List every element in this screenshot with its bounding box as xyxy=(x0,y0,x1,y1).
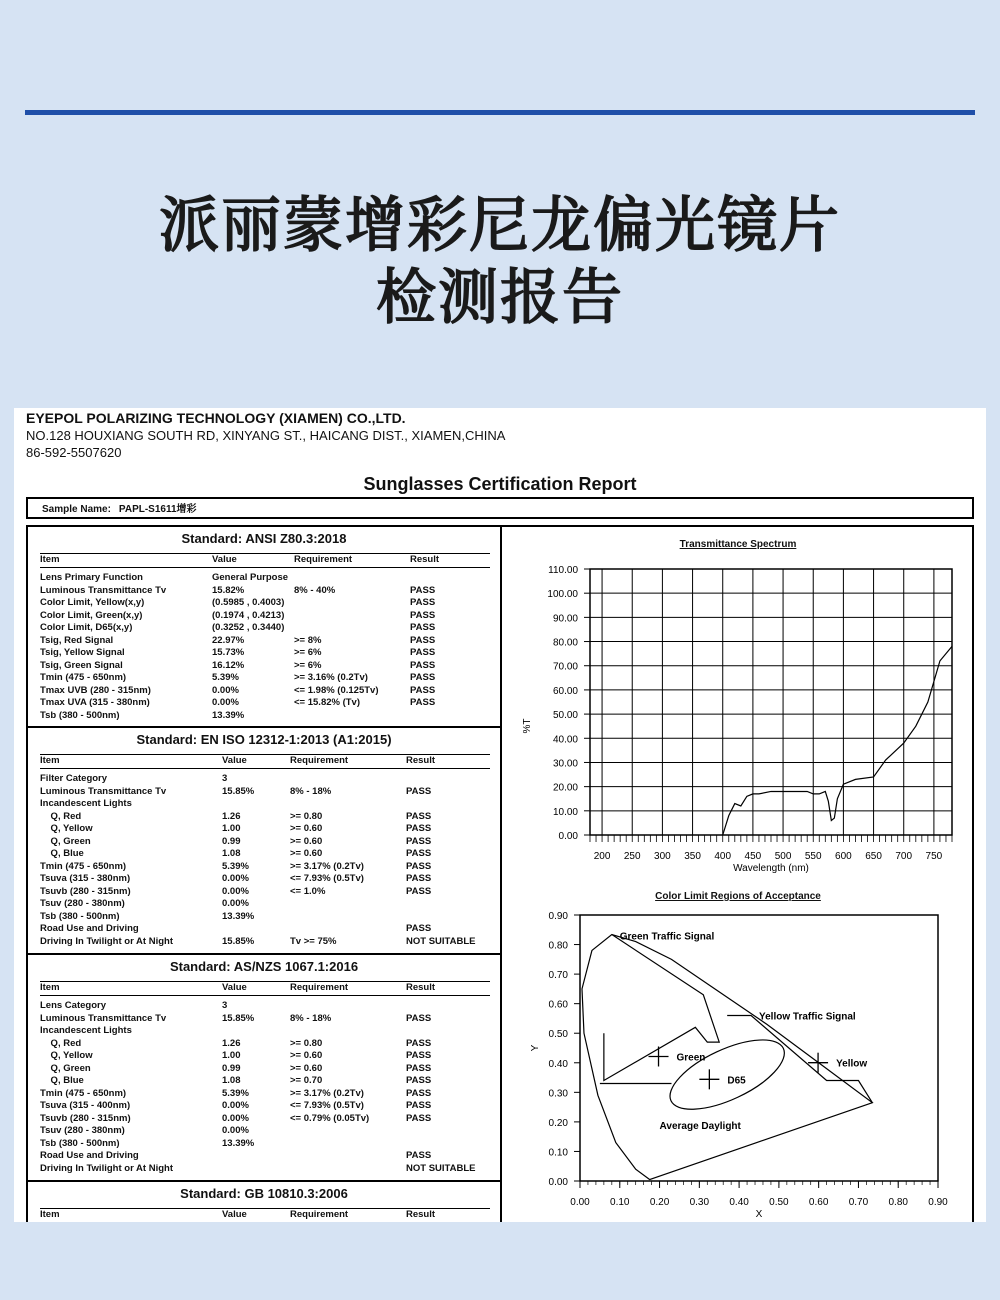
table-cell: >= 3.17% (0.2Tv) xyxy=(290,1087,364,1099)
table-cell: 13.39% xyxy=(212,709,245,721)
report-sheet xyxy=(14,408,986,1222)
spectrum-chart xyxy=(502,549,974,894)
y-tick-label: 0.80 xyxy=(548,940,568,952)
table-cell: PASS xyxy=(406,873,432,884)
x-tick-label: 0.00 xyxy=(570,1197,590,1208)
table-cell: 15.85% xyxy=(222,935,255,947)
table-cell: PASS xyxy=(406,1037,432,1049)
table-row xyxy=(40,1088,490,1101)
table-header xyxy=(40,754,490,769)
x-axis-label: X xyxy=(755,1209,763,1220)
table-row xyxy=(40,823,490,836)
table-row xyxy=(40,647,490,660)
table-row xyxy=(40,1138,490,1151)
standard-section xyxy=(28,527,500,728)
charts-column xyxy=(502,525,974,1222)
table-row xyxy=(40,1038,490,1051)
table-cell: PASS xyxy=(410,597,436,608)
table-row xyxy=(40,1025,490,1038)
table-row xyxy=(40,773,490,786)
table-cell: PASS xyxy=(406,848,432,859)
table-cell: Tsb (380 - 500nm) xyxy=(40,910,120,922)
table-cell: 13.39% xyxy=(222,1137,255,1149)
table-row xyxy=(40,1050,490,1063)
table-cell: Incandescent Lights xyxy=(40,1025,132,1036)
y-tick-label: 0.70 xyxy=(548,970,568,982)
x-tick-label: 500 xyxy=(774,851,792,862)
y-tick-label: 0.50 xyxy=(548,1029,568,1041)
x-tick-label: 300 xyxy=(654,851,671,862)
table-row xyxy=(40,1163,490,1176)
table-cell: >= 0.60 xyxy=(290,823,323,834)
table-cell: 0.00% xyxy=(222,1100,249,1111)
table-cell: 5.39% xyxy=(222,860,249,872)
table-row xyxy=(40,1113,490,1126)
section-title: Standard: GB 10810.3:2006 xyxy=(180,1186,348,1201)
table-cell: 0.99 xyxy=(222,1062,241,1074)
table-cell: Tsig, Yellow Signal xyxy=(40,647,125,658)
column-header: Result xyxy=(406,755,436,766)
column-header: Requirement xyxy=(290,1209,349,1220)
table-cell: >= 0.60 xyxy=(290,1050,323,1061)
y-axis-label: Y xyxy=(530,1044,541,1052)
standard-section xyxy=(28,1182,500,1222)
table-cell: >= 0.80 xyxy=(290,810,323,822)
table-cell: Tsuvb (280 - 315nm) xyxy=(40,885,131,897)
table-cell: Color Limit, Yellow(x,y) xyxy=(40,597,145,608)
table-cell: 0.00% xyxy=(222,885,249,897)
table-cell: Luminous Transmittance Tv xyxy=(40,1012,167,1024)
table-row xyxy=(40,898,490,911)
table-row xyxy=(40,585,490,598)
table-cell: 8% - 40% xyxy=(294,584,336,596)
table-row xyxy=(40,672,490,685)
sample-value: PAPL-S1611增彩 xyxy=(118,504,197,515)
table-cell: 1.08 xyxy=(222,1075,241,1086)
x-tick-label: 0.70 xyxy=(848,1197,869,1208)
table-cell: 22.97% xyxy=(212,634,245,646)
table-row xyxy=(40,911,490,924)
table-cell: Q, Blue xyxy=(40,1075,84,1086)
x-tick-label: 0.20 xyxy=(649,1197,670,1208)
column-header: Value xyxy=(222,982,247,993)
x-tick-label: 0.60 xyxy=(808,1197,829,1208)
table-cell: 3 xyxy=(222,1000,228,1011)
column-header: Result xyxy=(410,554,440,565)
table-cell: <= 1.0% xyxy=(290,885,326,897)
table-row xyxy=(40,697,490,710)
table-cell: 15.85% xyxy=(222,785,255,797)
page-title: 派丽蒙增彩尼龙偏光镜片 xyxy=(159,191,841,261)
x-tick-label: 0.80 xyxy=(888,1197,908,1208)
plot-frame xyxy=(590,569,952,835)
table-cell: PASS xyxy=(406,1075,432,1086)
table-cell: Q, Red xyxy=(40,1037,82,1049)
x-tick-label: 250 xyxy=(623,851,641,862)
table-cell: PASS xyxy=(410,609,436,621)
table-cell: PASS xyxy=(410,672,436,683)
x-tick-label: 0.90 xyxy=(928,1197,948,1208)
standards-column xyxy=(26,525,502,1222)
column-header: Value xyxy=(222,755,247,766)
y-tick-label: 60.00 xyxy=(552,685,578,697)
table-cell: Lens Primary Function xyxy=(40,572,143,583)
table-cell: 0.00% xyxy=(222,898,249,909)
y-tick-label: 30.00 xyxy=(552,758,578,770)
spectrum-chart-title: Transmittance Spectrum xyxy=(679,539,797,550)
table-row xyxy=(40,811,490,824)
column-header: Item xyxy=(40,982,60,993)
y-tick-label: 70.00 xyxy=(552,661,578,673)
x-tick-label: 0.10 xyxy=(610,1197,630,1208)
x-tick-label: 200 xyxy=(593,851,611,862)
standard-section xyxy=(28,955,500,1182)
table-cell: Tsuva (315 - 400nm) xyxy=(40,1100,131,1111)
y-tick-label: 0.90 xyxy=(548,911,568,922)
table-cell: Q, Yellow xyxy=(40,823,93,834)
report-title: Sunglasses Certification Report xyxy=(363,474,637,494)
column-header: Item xyxy=(40,554,60,565)
table-cell: 0.00% xyxy=(222,1125,249,1136)
table-cell: >= 6% xyxy=(294,659,322,671)
table-cell: PASS xyxy=(406,785,432,797)
table-cell: >= 3.17% (0.2Tv) xyxy=(290,860,364,872)
table-row xyxy=(40,873,490,886)
column-header: Requirement xyxy=(290,982,349,993)
table-cell: <= 7.93% (0.5Tv) xyxy=(290,1100,364,1111)
table-row xyxy=(40,635,490,648)
table-cell: NOT SUITABLE xyxy=(406,935,476,947)
table-row xyxy=(40,622,490,635)
table-cell: Q, Green xyxy=(40,1062,91,1074)
table-row xyxy=(40,1100,490,1113)
column-header: Item xyxy=(40,1209,60,1220)
table-cell: (0.3252 , 0.3440) xyxy=(212,622,285,633)
table-cell: >= 3.16% (0.2Tv) xyxy=(294,672,368,683)
table-row xyxy=(40,610,490,623)
table-cell: Q, Yellow xyxy=(40,1050,93,1061)
page-subtitle: 检测报告 xyxy=(376,263,624,333)
sample-label: Sample Name: xyxy=(42,504,111,515)
table-row xyxy=(40,886,490,899)
table-cell: NOT SUITABLE xyxy=(406,1162,476,1174)
plot-frame xyxy=(580,915,938,1181)
table-cell: PASS xyxy=(410,622,436,633)
table-row xyxy=(40,597,490,610)
table-row xyxy=(40,572,490,585)
y-tick-label: 80.00 xyxy=(552,637,578,649)
table-row xyxy=(40,861,490,874)
table-cell: PASS xyxy=(406,1012,432,1024)
y-axis-label: %T xyxy=(522,718,533,734)
point-label: Yellow xyxy=(836,1058,868,1070)
section-title: Standard: AS/NZS 1067.1:2016 xyxy=(169,959,359,974)
table-cell: 13.39% xyxy=(222,910,255,922)
table-row xyxy=(40,836,490,849)
y-tick-label: 50.00 xyxy=(552,710,578,722)
company-address: NO.128 HOUXIANG SOUTH RD, XINYANG ST., HAICANG DIST., XIAMEN,CHINA xyxy=(26,428,506,443)
table-header xyxy=(40,1208,490,1222)
table-cell: PASS xyxy=(406,1087,432,1099)
company-phone: 86-592-5507620 xyxy=(26,445,122,460)
table-row xyxy=(40,1075,490,1088)
table-cell: Road Use and Driving xyxy=(40,1150,139,1161)
point-label: Green xyxy=(676,1052,706,1064)
color-chart-title: Color Limit Regions of Acceptance xyxy=(655,891,821,902)
table-cell: Filter Category xyxy=(40,773,108,784)
x-tick-label: 0.30 xyxy=(689,1197,710,1208)
table-row xyxy=(40,923,490,936)
transmittance-line xyxy=(723,646,952,835)
table-cell: <= 7.93% (0.5Tv) xyxy=(290,873,364,884)
y-tick-label: 0.20 xyxy=(548,1117,568,1129)
table-cell: >= 0.70 xyxy=(290,1075,323,1086)
table-cell: Luminous Transmittance Tv xyxy=(40,584,167,596)
table-cell: >= 0.60 xyxy=(290,848,323,859)
spectral-locus xyxy=(582,935,872,1180)
y-tick-label: 90.00 xyxy=(552,613,578,625)
table-cell: 8% - 18% xyxy=(290,785,332,797)
sample-name-bar xyxy=(26,497,974,519)
color-limit-chart xyxy=(502,903,974,1222)
table-row xyxy=(40,660,490,673)
table-header xyxy=(40,553,490,568)
table-cell: Q, Blue xyxy=(40,848,84,859)
table-row xyxy=(40,848,490,861)
table-cell: >= 0.60 xyxy=(290,835,323,847)
table-cell: PASS xyxy=(406,823,432,834)
column-header: Requirement xyxy=(290,755,349,766)
table-row xyxy=(40,685,490,698)
table-cell: PASS xyxy=(410,684,436,696)
section-title: Standard: EN ISO 12312-1:2013 (A1:2015) xyxy=(136,732,392,747)
y-tick-label: 0.00 xyxy=(558,831,578,842)
column-header: Requirement xyxy=(294,554,353,565)
table-cell: PASS xyxy=(406,835,432,847)
table-cell: Color Limit, D65(x,y) xyxy=(40,622,133,633)
table-cell: General Purpose xyxy=(212,572,289,583)
top-divider xyxy=(25,110,975,115)
table-cell: (0.5985 , 0.4003) xyxy=(212,597,285,608)
table-cell: 8% - 18% xyxy=(290,1012,332,1024)
region-label: Yellow Traffic Signal xyxy=(759,1011,856,1023)
table-cell: Luminous Transmittance Tv xyxy=(40,785,167,797)
table-cell: Tsig, Green Signal xyxy=(40,659,123,671)
table-row xyxy=(40,1013,490,1026)
table-cell: Q, Green xyxy=(40,835,91,847)
x-axis-label: Wavelength (nm) xyxy=(733,863,809,874)
table-cell: Lens Category xyxy=(40,1000,106,1011)
table-cell: (0.1974 , 0.4213) xyxy=(212,609,285,621)
point-label: D65 xyxy=(727,1075,746,1087)
x-tick-label: 0.40 xyxy=(729,1197,749,1208)
table-cell: Tsuv (280 - 380nm) xyxy=(40,1125,125,1136)
table-cell: 5.39% xyxy=(222,1087,249,1099)
table-cell: Tsuva (315 - 380nm) xyxy=(40,873,131,884)
y-tick-label: 0.40 xyxy=(548,1058,568,1070)
table-cell: Tmin (475 - 650nm) xyxy=(40,672,127,683)
x-tick-label: 750 xyxy=(925,851,943,862)
table-cell: Tmin (475 - 650nm) xyxy=(40,1087,127,1099)
x-tick-label: 700 xyxy=(895,851,913,862)
table-cell: 15.82% xyxy=(212,584,245,596)
region-label: Average Daylight xyxy=(659,1120,741,1132)
table-cell: PASS xyxy=(410,647,436,658)
table-cell: 1.00 xyxy=(222,823,241,834)
table-cell: Driving In Twilight or At Night xyxy=(40,1162,173,1174)
table-cell: 0.00% xyxy=(212,684,239,696)
table-cell: PASS xyxy=(406,1062,432,1074)
column-header: Result xyxy=(406,982,436,993)
x-tick-label: 350 xyxy=(684,851,701,862)
table-header xyxy=(40,981,490,996)
region-label: Green Traffic Signal xyxy=(619,931,715,943)
column-header: Value xyxy=(212,554,237,565)
table-cell: PASS xyxy=(410,634,436,646)
y-tick-label: 100.00 xyxy=(547,589,578,601)
table-cell: 15.85% xyxy=(222,1012,255,1024)
table-cell: 5.39% xyxy=(212,672,239,683)
table-cell: Q, Red xyxy=(40,810,82,822)
table-cell: PASS xyxy=(406,1112,432,1124)
table-row xyxy=(40,786,490,799)
table-cell: Tmax UVA (315 - 380nm) xyxy=(40,697,150,708)
table-cell: >= 6% xyxy=(294,647,322,658)
table-row xyxy=(40,1150,490,1163)
x-tick-label: 400 xyxy=(714,851,732,862)
table-cell: PASS xyxy=(406,1050,432,1061)
table-row xyxy=(40,936,490,949)
table-cell: 1.08 xyxy=(222,848,241,859)
table-cell: 0.00% xyxy=(222,873,249,884)
table-cell: 1.26 xyxy=(222,810,241,822)
table-row xyxy=(40,1000,490,1013)
table-cell: Incandescent Lights xyxy=(40,798,132,809)
table-cell: Tmin (475 - 650nm) xyxy=(40,860,127,872)
table-cell: Tsuv (280 - 380nm) xyxy=(40,898,125,909)
table-cell: 0.99 xyxy=(222,835,241,847)
column-header: Value xyxy=(222,1209,247,1220)
table-cell: PASS xyxy=(406,860,432,872)
table-cell: >= 0.80 xyxy=(290,1037,323,1049)
table-row xyxy=(40,1063,490,1076)
table-cell: <= 0.79% (0.05Tv) xyxy=(290,1112,370,1124)
table-cell: Tsb (380 - 500nm) xyxy=(40,709,120,721)
y-tick-label: 10.00 xyxy=(552,806,578,818)
table-cell: 1.26 xyxy=(222,1037,241,1049)
table-cell: Tv >= 75% xyxy=(290,935,337,947)
y-tick-label: 110.00 xyxy=(548,565,578,576)
table-cell: 3 xyxy=(222,773,228,784)
x-tick-label: 600 xyxy=(835,851,852,862)
column-header: Result xyxy=(406,1209,436,1220)
x-tick-label: 650 xyxy=(865,851,882,862)
table-cell: PASS xyxy=(410,659,436,671)
table-cell: PASS xyxy=(406,923,432,934)
table-cell: <= 1.98% (0.125Tv) xyxy=(294,684,379,696)
table-cell: Tsb (380 - 500nm) xyxy=(40,1137,120,1149)
company-name: EYEPOL POLARIZING TECHNOLOGY (XIAMEN) CO.,LTD. xyxy=(26,410,406,426)
y-tick-label: 40.00 xyxy=(552,734,578,746)
column-header: Item xyxy=(40,755,60,766)
y-tick-label: 0.00 xyxy=(548,1177,568,1188)
y-tick-label: 20.00 xyxy=(552,782,578,794)
table-row xyxy=(40,798,490,811)
table-cell: <= 15.82% (Tv) xyxy=(294,697,361,708)
table-cell: 15.73% xyxy=(212,647,245,658)
table-cell: PASS xyxy=(406,1150,432,1161)
section-title: Standard: ANSI Z80.3:2018 xyxy=(181,531,347,546)
table-cell: Tmax UVB (280 - 315nm) xyxy=(40,684,151,696)
x-tick-label: 550 xyxy=(804,851,822,862)
table-row xyxy=(40,710,490,723)
table-cell: Driving In Twilight or At Night xyxy=(40,935,173,947)
table-cell: 1.00 xyxy=(222,1050,241,1061)
table-cell: PASS xyxy=(410,584,436,596)
table-cell: Color Limit, Green(x,y) xyxy=(40,609,143,621)
table-cell: PASS xyxy=(406,1100,432,1111)
table-cell: PASS xyxy=(410,697,436,708)
table-cell: 16.12% xyxy=(212,659,245,671)
table-cell: 0.00% xyxy=(222,1112,249,1124)
table-cell: PASS xyxy=(406,810,432,822)
y-tick-label: 0.10 xyxy=(548,1147,568,1159)
table-cell: PASS xyxy=(406,885,432,897)
x-tick-label: 0.50 xyxy=(769,1197,789,1208)
table-cell: 0.00% xyxy=(212,697,239,708)
table-cell: Road Use and Driving xyxy=(40,923,139,934)
table-cell: >= 0.60 xyxy=(290,1062,323,1074)
table-cell: >= 8% xyxy=(294,634,322,646)
standard-section xyxy=(28,728,500,955)
table-cell: Tsuvb (280 - 315nm) xyxy=(40,1112,131,1124)
x-tick-label: 450 xyxy=(744,851,762,862)
table-row xyxy=(40,1125,490,1138)
y-tick-label: 0.60 xyxy=(548,999,568,1011)
y-tick-label: 0.30 xyxy=(548,1088,568,1100)
table-cell: Tsig, Red Signal xyxy=(40,634,114,646)
